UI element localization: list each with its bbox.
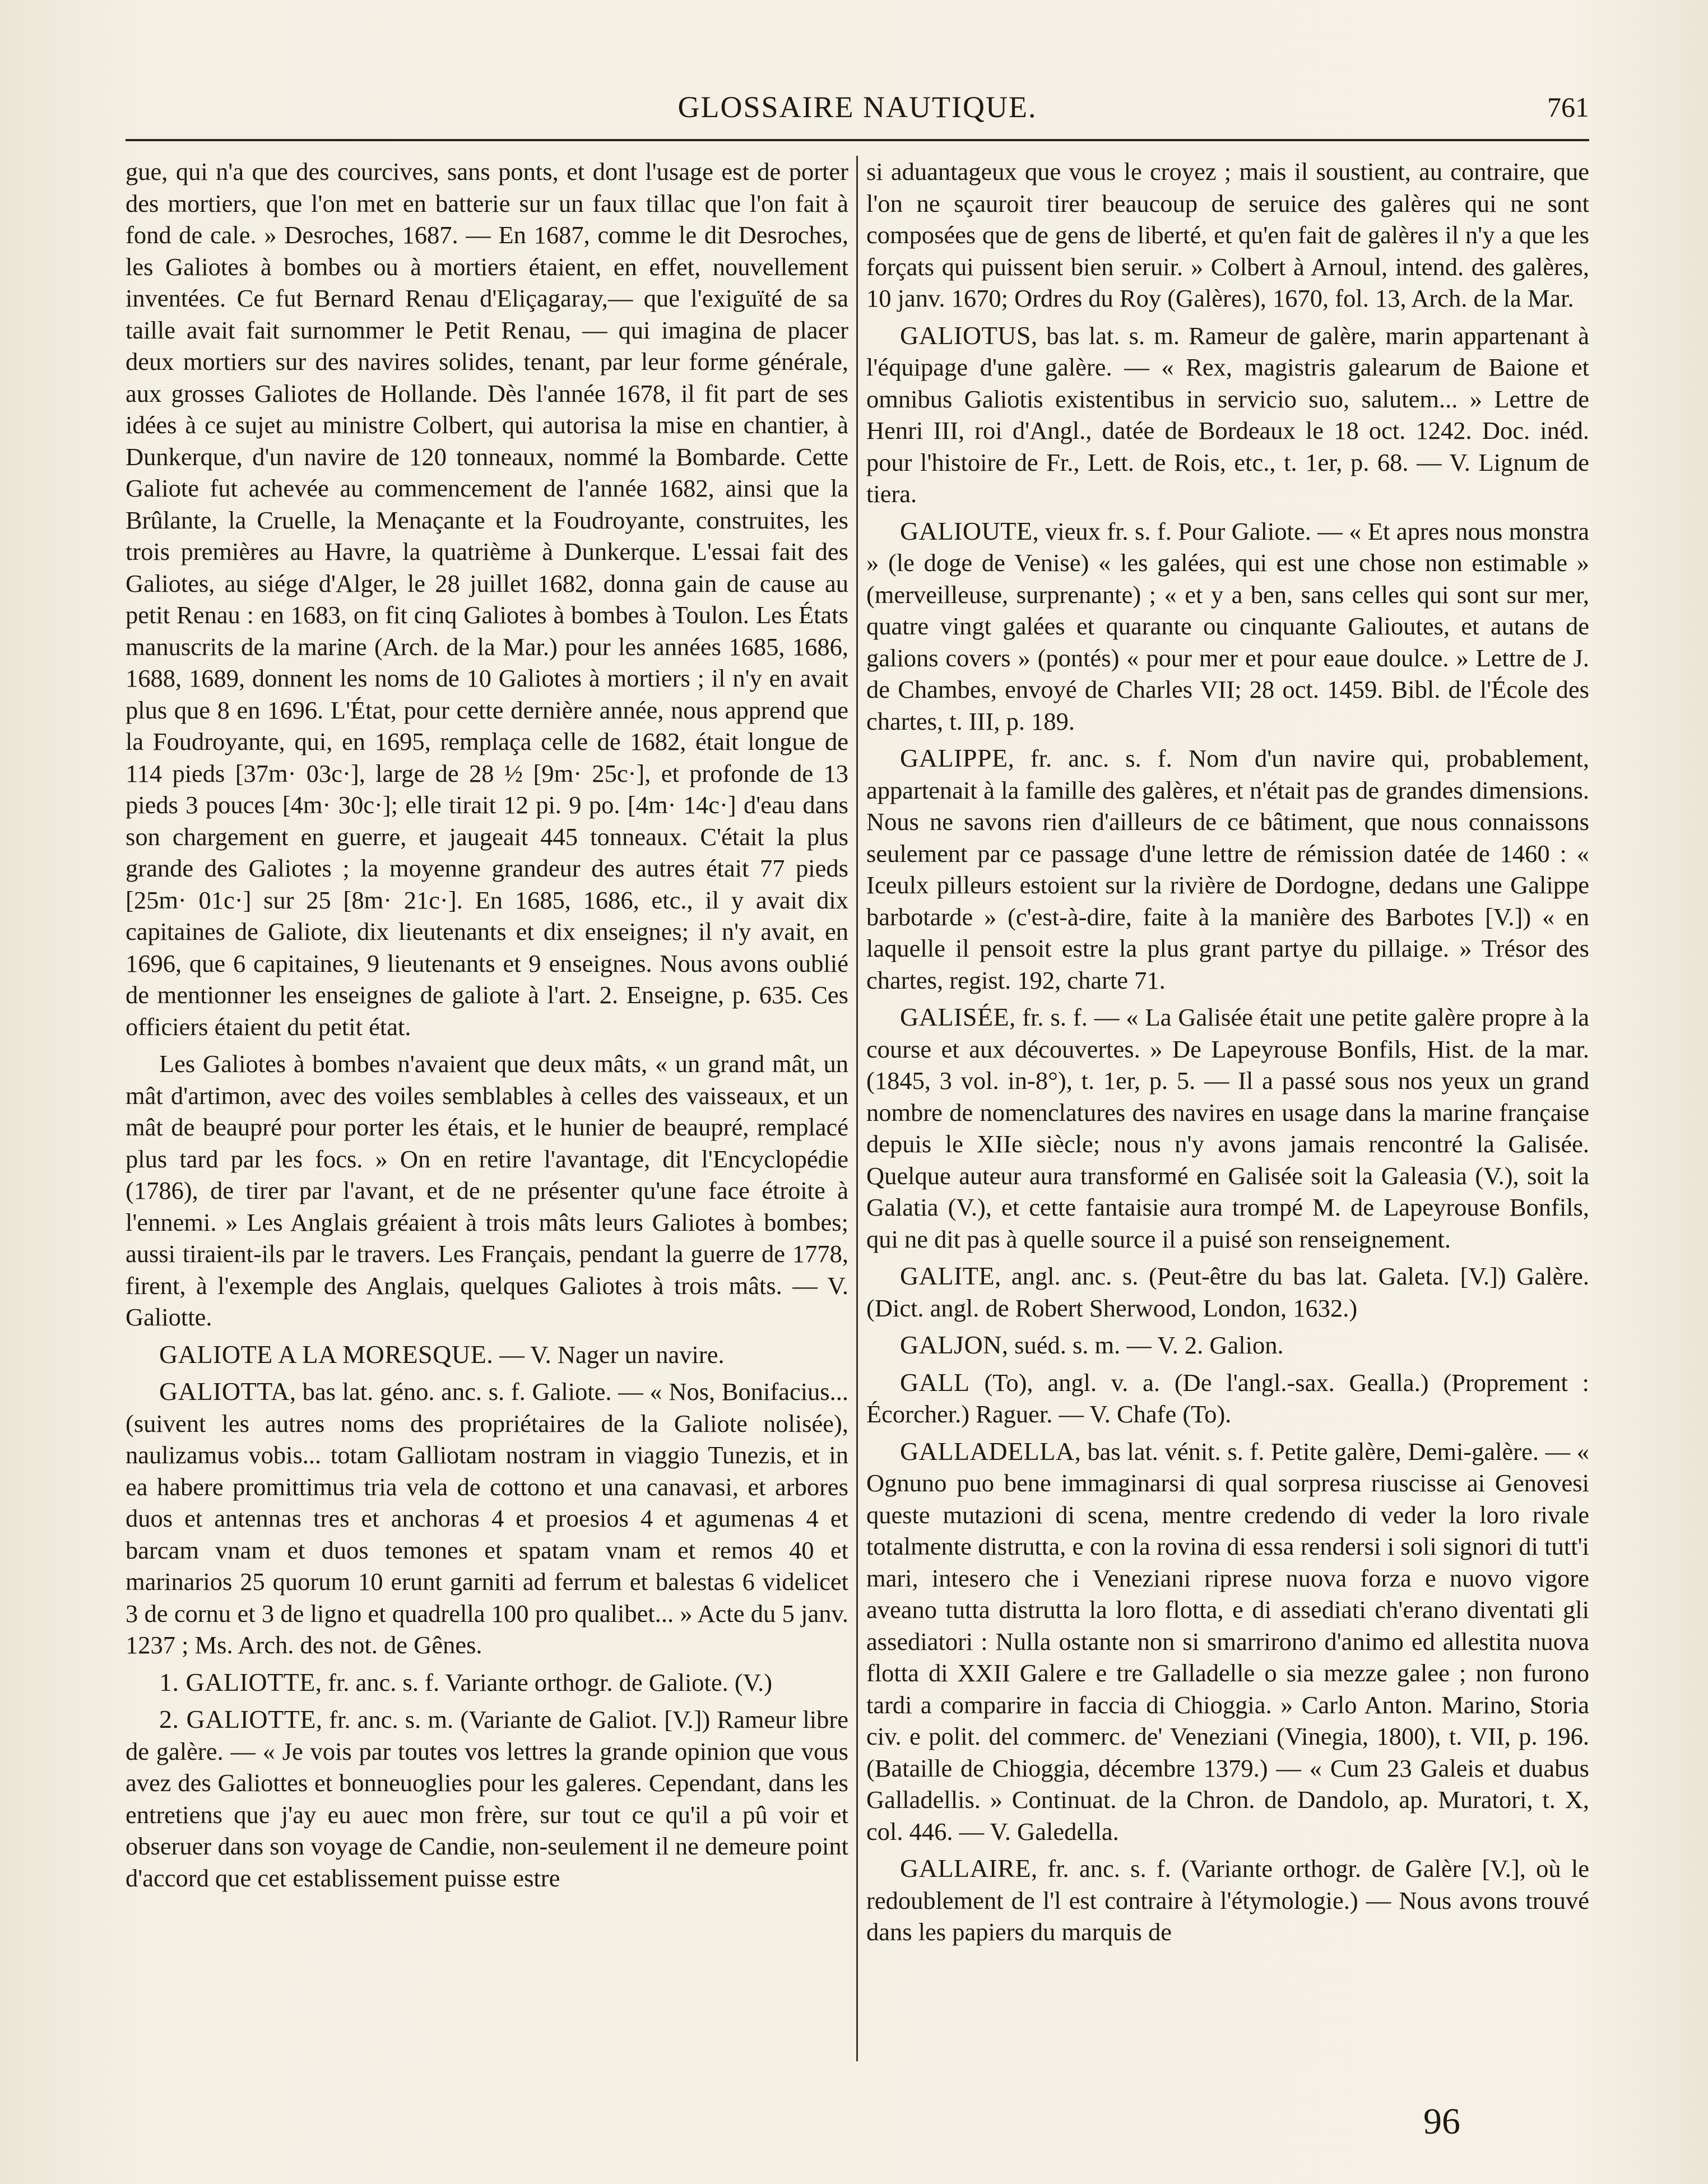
entry-text: , bas lat. vénit. s. f. Petite galère, Demi-galère. — « Ognuno puo bene immaginarsi di qual sorpresa riuscisse ai Genovesi queste mutazioni di scena, mentre credendo di veder la loro rivale totalmente distrutta, e con la rovina di essa rendersi i soli signori di tutt'i mari, intesero che i Veneziani riprese nuova forza e nuovo vigore aveano tutta distrutta la loro flotta, e di assediati ch'erano diventati gli assediatori : Nulla ostante non si smarrirono d'animo ed allestita nuova flotta di XXII Galere e tre Galladelle o sia mezze galee ; non furono tardi a comparire in faccia di Chioggia. » Carlo Anton. Marino, Storia civ. e polit. del commerc. de' Veneziani (Vinegia, 1800), t. VII, p. 196. (Bataille de Chioggia, décembre 1379.) — « Cum 23 Galeis et duabus Galladellis. » Continuat. de la Chron. de Dandolo, ap. Muratori, t. X, col. 446. — V. Galedella. <box>866 1437 1589 1845</box>
entry-headword: GALIOTTA <box>159 1377 290 1406</box>
entry-text: , fr. s. f. — « La Galisée était une petite galère propre à la course et aux découvertes. » De Lapeyrouse Bonfils, Hist. de la mar. (1845, 3 vol. in-8°), t. 1er, p. 5. — Il a passé sous nos yeux un grand nombre de nomenclatures des navires en usage dans la marine française depuis le XIIe siècle; nous n'y avons jamais rencontré la Galisée. Quelque auteur aura transformé en Galisée soit la Galeasia (V.), soit la Galatia (V.), et cette fantaisie aura trompé M. de Lapeyrouse Bonfils, qui ne dit pas à quelle source il a puisé son renseignement. <box>866 1003 1589 1253</box>
running-title: GLOSSAIRE NAUTIQUE. <box>677 90 1037 124</box>
entry-headword: GALIOTUS <box>900 321 1031 350</box>
glossary-entry <box>866 1853 1589 1948</box>
entry-text: , suéd. s. m. — V. 2. Galion. <box>1001 1331 1284 1359</box>
entry-headword: GALIPPE <box>900 744 1008 772</box>
glossary-entry <box>866 320 1589 510</box>
glossary-entry <box>866 743 1589 996</box>
page-header <box>126 83 1589 145</box>
entry-text: , fr. anc. s. m. (Variante de Galiot. [V.]) Rameur libre de galère. — « Je vois par toutes vos lettres la grande opinion que vous avez des Galiottes et bonneuoglies pour les galeres. Cependant, dans les entretiens que j'ay eu auec mon frère, sur tout ce qu'il a pû voir et obseruer dans son voyage de Candie, non-seulement il ne demeure point d'accord que cet establissement puisse estre <box>126 1705 848 1892</box>
glossary-entry <box>866 1436 1589 1848</box>
entry-headword: GALLAIRE <box>900 1854 1031 1882</box>
body-paragraph: si aduantageux que vous le croyez ; mais il soustient, au contraire, que l'on ne sçauroit tirer beaucoup de seruice des galères qui ne sont composées que de gens de liberté, et qu'en fait de galères il n'y a que les forçats qui puissent bien seruir. » Colbert à Arnoul, intend. des galères, 10 janv. 1670; Ordres du Roy (Galères), 1670, fol. 13, Arch. de la Mar. <box>866 157 1589 312</box>
entry-headword: GALLADELLA <box>900 1436 1075 1466</box>
glossary-entry <box>866 1001 1589 1255</box>
entry-headword: GALITE <box>900 1262 995 1290</box>
entry-headword: GALISÉE <box>900 1003 1010 1031</box>
glossary-entry <box>866 1367 1589 1430</box>
entry-headword: GALIOUTE <box>900 516 1033 545</box>
entry-text: , bas lat. s. m. Rameur de galère, marin appartenant à l'équipage d'une galère. — « Rex, magistris galearum de Baione et omnibus Galiotis existentibus in servicio suo, salutem... » Lettre de Henri III, roi d'Angl., datée de Bordeaux le 18 oct. 1242. Doc. inéd. pour l'histoire de Fr., Lett. de Rois, etc., t. 1er, p. 68. — V. Lignum de tiera. <box>866 321 1589 508</box>
entry-text: , angl. anc. s. (Peut-être du bas lat. Galeta. [V.]) Galère. (Dict. angl. de Robert Sherwood, London, 1632.) <box>866 1262 1589 1322</box>
entry-text: , bas lat. géno. anc. s. f. Galiote. — « Nos, Bonifacius... (suivent les autres noms des propriétaires de la Galiote nolisée), naulizamus vobis... totam Galliotam nostram in viaggio Tunezis, et in ea habere promittimus tria vela de cottono et una canavasi, et arbores duos et antennas tres et anchoras 4 et proesios 4 et agumenas 4 et barcam vnam et duos temones et spatam vnam et remos 40 et marinarios 25 quorum 10 erunt garniti ad ferrum et balestas 6 videlicet 3 de cornu et 3 de ligno et quadrella 100 pro qualibet... » Acte du 5 janv. 1237 ; Ms. Arch. des not. de Gênes. <box>126 1378 848 1659</box>
column-divider <box>856 156 858 2061</box>
glossary-entry <box>866 516 1589 738</box>
entry-headword: 1. GALIOTTE <box>159 1667 315 1696</box>
glossary-entry <box>126 1339 848 1371</box>
glossary-entry <box>126 1376 848 1661</box>
entry-headword: 2. GALIOTTE <box>159 1705 316 1733</box>
entry-headword: GALIOTE A LA MORESQUE. <box>159 1339 494 1369</box>
entry-text: , fr. anc. s. f. (Variante orthogr. de Galère [V.], où le redoublement de l'l est contraire à l'étymologie.) — Nous avons trouvé dans les papiers du marquis de <box>866 1854 1589 1946</box>
right-column <box>866 156 1589 2089</box>
body-paragraph: Les Galiotes à bombes n'avaient que deux mâts, « un grand mât, un mât d'artimon, avec des voiles semblables à celles des vaisseaux, et un mât de beaupré pour porter les étais, et le hunier de beaupré, remplacé plus tard par les focs. » On en retire l'avantage, dit l'Encyclopédie (1786), de tirer par l'avant, et de ne présenter qu'une face étroite à l'ennemi. » Les Anglais gréaient à trois mâts leurs Galiotes à bombes; aussi tiraient-ils par le travers. Les Français, pendant la guerre de 1778, firent, à l'exemple des Anglais, quelques Galiotes à trois mâts. — V. Galiotte. <box>126 1050 848 1331</box>
glossary-entry <box>866 1260 1589 1324</box>
page-number: 761 <box>1547 91 1589 123</box>
entry-headword: GALL <box>900 1367 970 1397</box>
entry-text: , fr. anc. s. f. Variante orthogr. de Galiote. (V.) <box>315 1668 773 1696</box>
header-rule <box>126 139 1589 141</box>
glossary-entry <box>126 1704 848 1894</box>
entry-text: , vieux fr. s. f. Pour Galiote. — « Et apres nous monstra » (le doge de Venise) « les galées, qui est une chose non estimable » (merveilleuse, surprenante) ; « et y a ben, sans celles qui sont sur mer, quatre vingt galées et quarante ou cinquante Galioutes, et autans de galions covers » (pontés) « pour mer et pour eaue doulce. » Lettre de J. de Chambes, envoyé de Charles VII; 28 oct. 1459. Bibl. de l'École des chartes, t. III, p. 189. <box>866 517 1589 735</box>
body-paragraph: gue, qui n'a que des courcives, sans ponts, et dont l'usage est de porter des mortiers, que l'on met en batterie sur un faux tillac que l'on fait à fond de cale. » Desroches, 1687. — En 1687, comme le dit Desroches, les Galiotes à bombes ou à mortiers étaient, en effet, nouvellement inventées. Ce fut Bernard Renau d'Eliçagaray,— que l'exiguïté de sa taille avait fait surnommer le Petit Renau, — qui imagina de placer deux mortiers sur des navires solides, tenant, par leur forme générale, aux grosses Galiotes de Hollande. Dès l'année 1678, il fit part de ses idées à ce sujet au ministre Colbert, qui autorisa la mise en chantier, à Dunkerque, d'un navire de 120 tonneaux, nommé la Bombarde. Cette Galiote fut achevée au commencement de l'année 1682, ainsi que la Brûlante, la Cruelle, la Menaçante et la Foudroyante, construites, les trois premières au Havre, la quatrième à Dunkerque. L'essai fait des Galiotes, au siége d'Alger, le 28 juillet 1682, donna gain de cause au petit Renau : en 1683, on fit cinq Galiotes à bombes à Toulon. Les États manuscrits de la marine (Arch. de la Mar.) pour les années 1685, 1686, 1688, 1689, donnent les noms de 10 Galiotes à mortiers ; il n'y en avait plus que 8 en 1696. L'État, pour cette dernière année, nous apprend que la Foudroyante, qui, en 1695, remplaça celle de 1682, était longue de 114 pieds [37m· 03c·], large de 28 ½ [9m· 25c·], et profonde de 13 pieds 3 pouces [4m· 30c·]; elle tirait 12 pi. 9 po. [4m· 14c·] d'eau dans son chargement en guerre, et jaugeait 445 tonneaux. C'était la plus grande des Galiotes ; la moyenne grandeur des autres était 77 pieds [25m· 01c·] sur 25 [8m· 21c·]. En 1685, 1686, etc., il y avait dix capitaines de Galiote, dix lieutenants et dix enseignes; il n'y avait, en 1696, que 6 capitaines, 9 lieutenants et 9 enseignes. Nous avons oublié de mentionner les enseignes de galiote à l'art. 2. Enseigne, p. 635. Ces officiers étaient du petit état. <box>126 157 848 1041</box>
entry-text: (To), angl. v. a. (De l'angl.-sax. Gealla.) (Proprement : Écorcher.) Raguer. — V. Chafe (To). <box>866 1368 1589 1428</box>
entry-text: — V. Nager un navire. <box>493 1340 725 1369</box>
entry-text: , fr. anc. s. f. Nom d'un navire qui, probablement, appartenait à la famille des galères, et n'était pas de grandes dimensions. Nous ne savons rien d'ailleurs de ce bâtiment, que nous connaissons seulement par ce passage d'une lettre de rémission datée de 1460 : « Iceulx pilleurs estoient sur la rivière de Dordogne, dedans une Galippe barbotarde » (c'est-à-dire, faite à la manière des Barbotes [V.]) « en laquelle il pensoit estre la plus grant partye du pillaige. » Trésor des chartes, regist. 192, charte 71. <box>866 744 1589 994</box>
entry-headword: GALJON <box>900 1330 1002 1359</box>
glossary-entry <box>866 1329 1589 1361</box>
signature-mark: 96 <box>1423 2101 1460 2142</box>
left-column <box>126 156 848 2089</box>
glossary-entry <box>126 1667 848 1699</box>
